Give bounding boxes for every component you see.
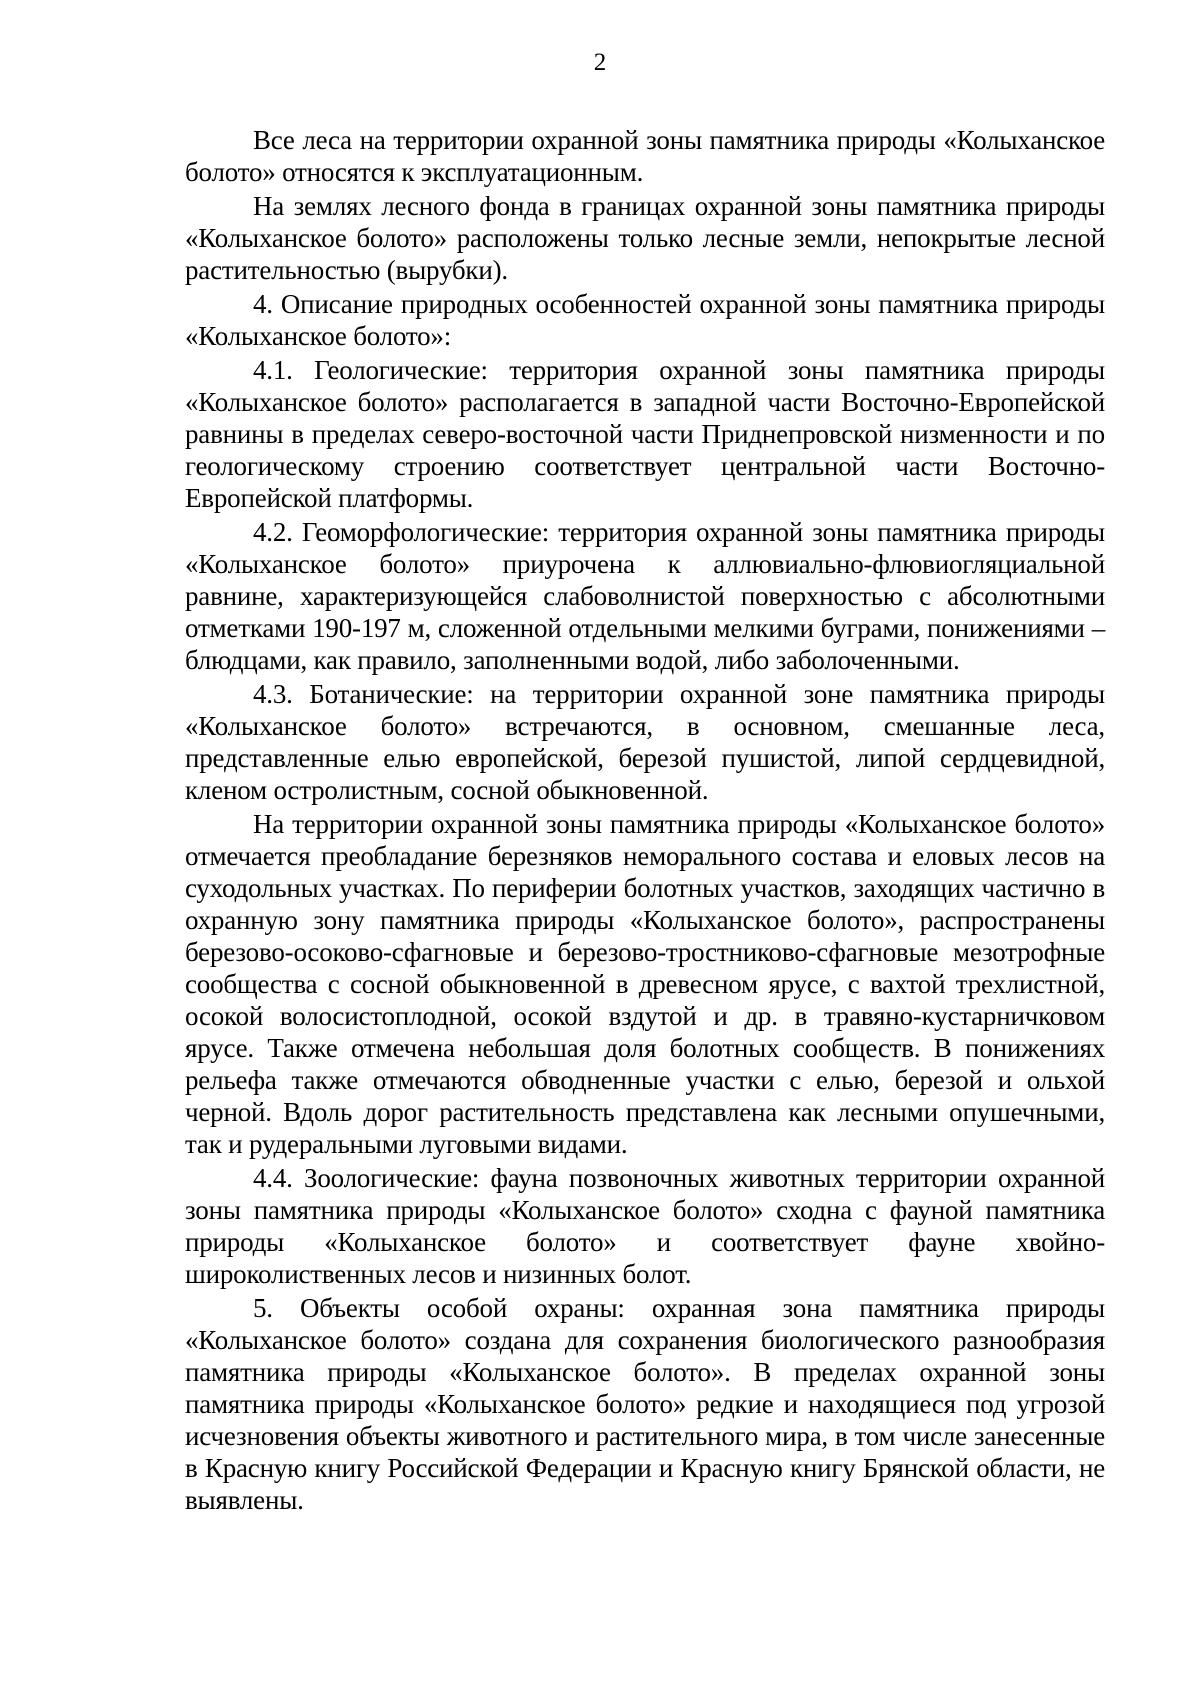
paragraph-forest-category: Все леса на территории охранной зоны памятника природы «Колыханское болото» относятся к эксплуатационным.	[185, 125, 1105, 187]
paragraph-section-4-heading: 4. Описание природных особенностей охранной зоны памятника природы «Колыханское болото»:	[185, 289, 1105, 351]
paragraph-5-protected-objects: 5. Объекты особой охраны: охранная зона памятника природы «Колыханское болото» создана для сохранения биологического разнообразия памятника природы «Колыханское болото». В пределах охранной зоны памятника природы «Колыханское болото» редкие и находящиеся под угрозой исчезновения объекты животного и растительного мира, в том числе занесенные в Красную книгу Российской Федерации и Красную книгу Брянской области, не выявлены.	[185, 1293, 1105, 1515]
paragraph-forest-fund-lands: На землях лесного фонда в границах охранной зоны памятника природы «Колыханское болото» расположены только лесные земли, непокрытые лесной растительностью (вырубки).	[185, 191, 1105, 285]
paragraph-4-2-geomorphology: 4.2. Геоморфологические: территория охранной зоны памятника природы «Колыханское болото» приурочена к аллювиально-флювиогляциальной равнине, характеризующейся слабоволнистой поверхностью с абсолютными отметками 190-197 м, сложенной отдельными мелкими буграми, понижениями – блюдцами, как правило, заполненными водой, либо заболоченными.	[185, 517, 1105, 675]
paragraph-4-3-botany: 4.3. Ботанические: на территории охранной зоне памятника природы «Колыханское болото» встречаются, в основном, смешанные леса, представленные елью европейской, березой пушистой, липой сердцевидной, кленом остролистным, сосной обыкновенной.	[185, 679, 1105, 805]
page-number: 2	[593, 49, 607, 76]
paragraph-4-1-geology: 4.1. Геологические: территория охранной зоны памятника природы «Колыханское болото» располагается в западной части Восточно-Европейской равнины в пределах северо-восточной части Приднепровской низменности и по геологическому строению соответствует центральной части Восточно-Европейской платформы.	[185, 355, 1105, 513]
document-body	[185, 124, 1105, 1518]
paragraph-4-4-zoology: 4.4. Зоологические: фауна позвоночных животных территории охранной зоны памятника природы «Колыханское болото» сходна с фауной памятника природы «Колыханское болото» и соответствует фауне хвойно-широколиственных лесов и низинных болот.	[185, 1163, 1105, 1289]
paragraph-4-3-vegetation-details: На территории охранной зоны памятника природы «Колыханское болото» отмечается преобладание березняков неморального состава и еловых лесов на суходольных участках. По периферии болотных участков, заходящих частично в охранную зону памятника природы «Колыханское болото», распространены березово-осоково-сфагновые и березово-тростниково-сфагновые мезотрофные сообщества с сосной обыкновенной в древесном ярусе, с вахтой трехлистной, осокой волосистоплодной, осокой вздутой и др. в травяно-кустарничковом ярусе. Также отмечена небольшая доля болотных сообществ. В понижениях рельефа также отмечаются обводненные участки с елью, березой и ольхой черной. Вдоль дорог растительность представлена как лесными опушечными, так и рудеральными луговыми видами.	[185, 809, 1105, 1159]
